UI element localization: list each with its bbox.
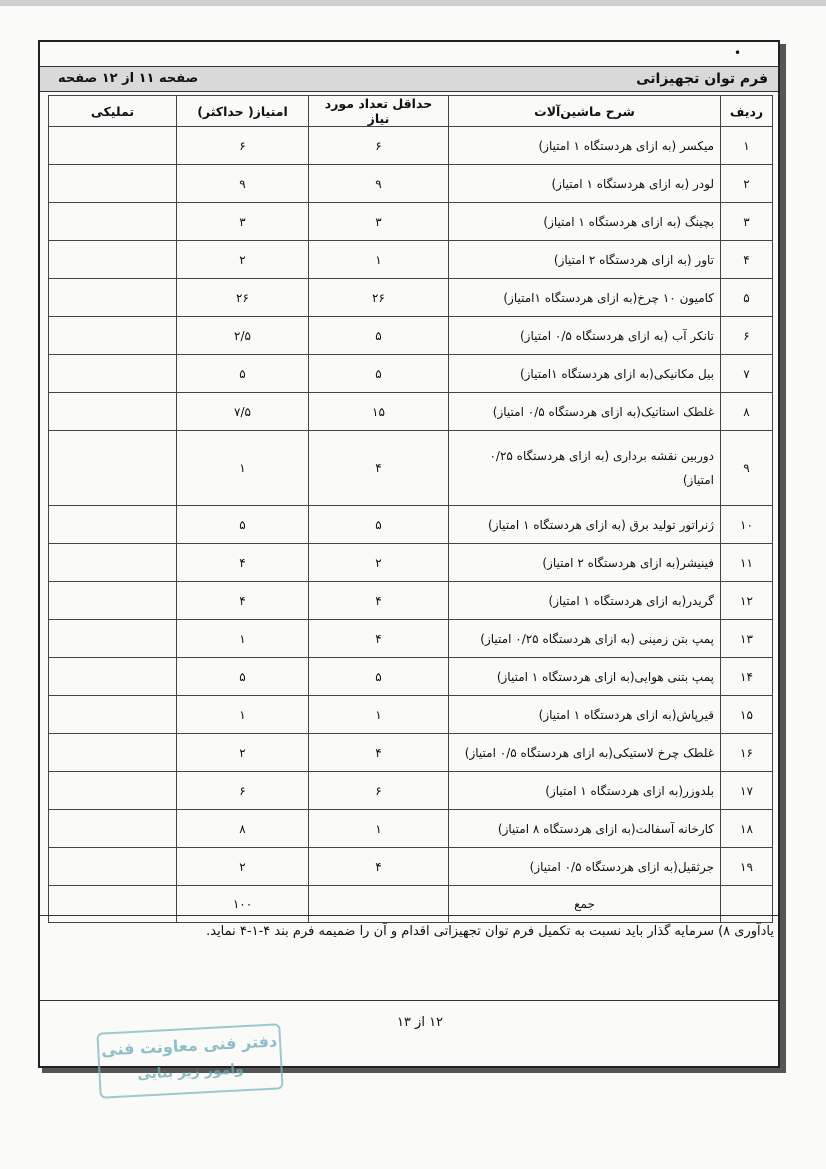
cell-min-count: ۵ [309,355,449,393]
cell-description: غلطک استاتیک(به ازای هردستگاه ۰/۵ امتیاز) [449,393,721,431]
cell-description: دوربین نقشه برداری (به ازای هردستگاه ۰/۲۵ امتیاز) [449,431,721,506]
cell-description: پمپ بتن زمینی (به ازای هردستگاه ۰/۲۵ امتیاز) [449,620,721,658]
table-row [49,582,773,620]
cell-description: بیل مکانیکی(به ازای هردستگاه ۱امتیاز) [449,355,721,393]
cell-max-score: ۵ [177,506,309,544]
cell-min-count: ۱ [309,810,449,848]
note-divider [40,915,778,916]
cell-row-number: ۴ [721,241,773,279]
cell-row-number: ۱۰ [721,506,773,544]
cell-owned [49,203,177,241]
cell-max-score: ۱ [177,696,309,734]
cell-min-count: ۱۵ [309,393,449,431]
table-row [49,620,773,658]
table-row [49,431,773,506]
cell-min-count: ۴ [309,734,449,772]
cell-row-number: ۸ [721,393,773,431]
cell-owned [49,506,177,544]
table-row [49,696,773,734]
total-row [49,886,773,923]
top-mark: • [734,46,742,60]
cell-total-blank [49,886,177,923]
cell-min-count: ۲ [309,544,449,582]
cell-row-number: ۱۵ [721,696,773,734]
table-row [49,165,773,203]
table-row [49,317,773,355]
cell-min-count: ۲۶ [309,279,449,317]
cell-row-number: ۱۶ [721,734,773,772]
cell-max-score: ۵ [177,355,309,393]
col-header-desc: شرح ماشین‌آلات [449,96,721,127]
footer-divider [40,1000,778,1001]
cell-owned [49,127,177,165]
cell-description: ژنراتور تولید برق (به ازای هردستگاه ۱ امتیاز) [449,506,721,544]
cell-total-score: ۱۰۰ [177,886,309,923]
cell-max-score: ۶ [177,772,309,810]
table-row [49,848,773,886]
cell-max-score: ۹ [177,165,309,203]
cell-max-score: ۷/۵ [177,393,309,431]
cell-min-count: ۶ [309,127,449,165]
cell-description: فینیشر(به ازای هردستگاه ۲ امتیاز) [449,544,721,582]
cell-max-score: ۴ [177,582,309,620]
cell-min-count: ۴ [309,848,449,886]
cell-row-number: ۱۹ [721,848,773,886]
cell-max-score: ۱ [177,620,309,658]
cell-min-count: ۴ [309,582,449,620]
cell-max-score: ۲/۵ [177,317,309,355]
cell-owned [49,544,177,582]
cell-row-number: ۱۸ [721,810,773,848]
cell-total-label: جمع [449,886,721,923]
cell-row-number: ۱ [721,127,773,165]
cell-row-number: ۳ [721,203,773,241]
cell-row-number: ۱۷ [721,772,773,810]
cell-max-score: ۲ [177,734,309,772]
cell-max-score: ۲ [177,848,309,886]
cell-owned [49,431,177,506]
table-row [49,810,773,848]
cell-min-count: ۵ [309,317,449,355]
cell-description: گریدر(به ازای هردستگاه ۱ امتیاز) [449,582,721,620]
cell-row-number: ۱۴ [721,658,773,696]
cell-min-count: ۵ [309,658,449,696]
cell-description: کارخانه آسفالت(به ازای هردستگاه ۸ امتیاز) [449,810,721,848]
cell-description: کامیون ۱۰ چرخ(به ازای هردستگاه ۱امتیاز) [449,279,721,317]
table-row [49,506,773,544]
cell-row-number: ۱۲ [721,582,773,620]
cell-min-count: ۴ [309,431,449,506]
form-title: فرم توان تجهیزاتی [636,71,768,87]
cell-max-score: ۲۶ [177,279,309,317]
col-header-own: تملیکی [49,96,177,127]
cell-owned [49,734,177,772]
cell-max-score: ۵ [177,658,309,696]
cell-owned [49,696,177,734]
table-header-row [49,96,773,127]
cell-max-score: ۸ [177,810,309,848]
cell-description: بلدوزر(به ازای هردستگاه ۱ امتیاز) [449,772,721,810]
table-row [49,127,773,165]
table-row [49,734,773,772]
table-row [49,203,773,241]
cell-owned [49,658,177,696]
cell-owned [49,393,177,431]
frame-shadow-right [780,44,786,1070]
cell-row-number: ۱۱ [721,544,773,582]
cell-row-number: ۶ [721,317,773,355]
cell-min-count: ۶ [309,772,449,810]
cell-row-number: ۷ [721,355,773,393]
cell-owned [49,165,177,203]
cell-owned [49,317,177,355]
cell-description: لودر (به ازای هردستگاه ۱ امتیاز) [449,165,721,203]
cell-description: میکسر (به ازای هردستگاه ۱ امتیاز) [449,127,721,165]
cell-owned [49,279,177,317]
stamp-line-2: وامور زیر بنایی [137,1061,245,1083]
table-row [49,658,773,696]
cell-owned [49,810,177,848]
cell-row-number: ۱۳ [721,620,773,658]
cell-min-count: ۹ [309,165,449,203]
page-number: ۱۲ از ۱۳ [396,1015,444,1030]
table-row [49,279,773,317]
table-row [49,544,773,582]
cell-min-count: ۱ [309,241,449,279]
cell-row-number: ۵ [721,279,773,317]
table-row [49,772,773,810]
cell-description: تاور (به ازای هردستگاه ۲ امتیاز) [449,241,721,279]
col-header-no: ردیف [721,96,773,127]
page-info: صفحه ۱۱ از ۱۲ صفحه [58,71,199,86]
stamp-line-1: دفتر فنی معاونت فنی [100,1031,278,1060]
cell-min-count: ۵ [309,506,449,544]
cell-owned [49,620,177,658]
cell-owned [49,241,177,279]
scan-edge [0,0,826,6]
cell-description: تانکر آب (به ازای هردستگاه ۰/۵ امتیاز) [449,317,721,355]
col-header-min: حداقل تعداد مورد نیاز [309,96,449,127]
office-stamp [96,1023,283,1099]
table-row [49,355,773,393]
equipment-table [48,95,773,923]
cell-owned [49,355,177,393]
form-header [40,66,778,92]
cell-max-score: ۳ [177,203,309,241]
cell-description: قیرپاش(به ازای هردستگاه ۱ امتیاز) [449,696,721,734]
cell-min-count: ۳ [309,203,449,241]
table-row [49,241,773,279]
cell-max-score: ۱ [177,431,309,506]
cell-max-score: ۶ [177,127,309,165]
cell-owned [49,582,177,620]
cell-description: غلطک چرخ لاستیکی(به ازای هردستگاه ۰/۵ امتیاز) [449,734,721,772]
cell-row-number: ۹ [721,431,773,506]
table-row [49,393,773,431]
reminder-note: یادآوری ۸) سرمایه گذار باید نسبت به تکمیل فرم توان تجهیزاتی اقدام و آن را ضمیمه فرم بند ۴-۱-۴ نماید. [206,924,774,939]
cell-total-blank [309,886,449,923]
cell-row-number: ۲ [721,165,773,203]
cell-max-score: ۲ [177,241,309,279]
cell-owned [49,848,177,886]
cell-description: جرثقیل(به ازای هردستگاه ۰/۵ امتیاز) [449,848,721,886]
col-header-score: امتیاز( حداکثر) [177,96,309,127]
cell-owned [49,772,177,810]
cell-description: بچینگ (به ازای هردستگاه ۱ امتیاز) [449,203,721,241]
cell-description: پمپ بتنی هوایی(به ازای هردستگاه ۱ امتیاز) [449,658,721,696]
cell-min-count: ۱ [309,696,449,734]
table-body [49,127,773,923]
cell-max-score: ۴ [177,544,309,582]
cell-min-count: ۴ [309,620,449,658]
cell-total-blank [721,886,773,923]
